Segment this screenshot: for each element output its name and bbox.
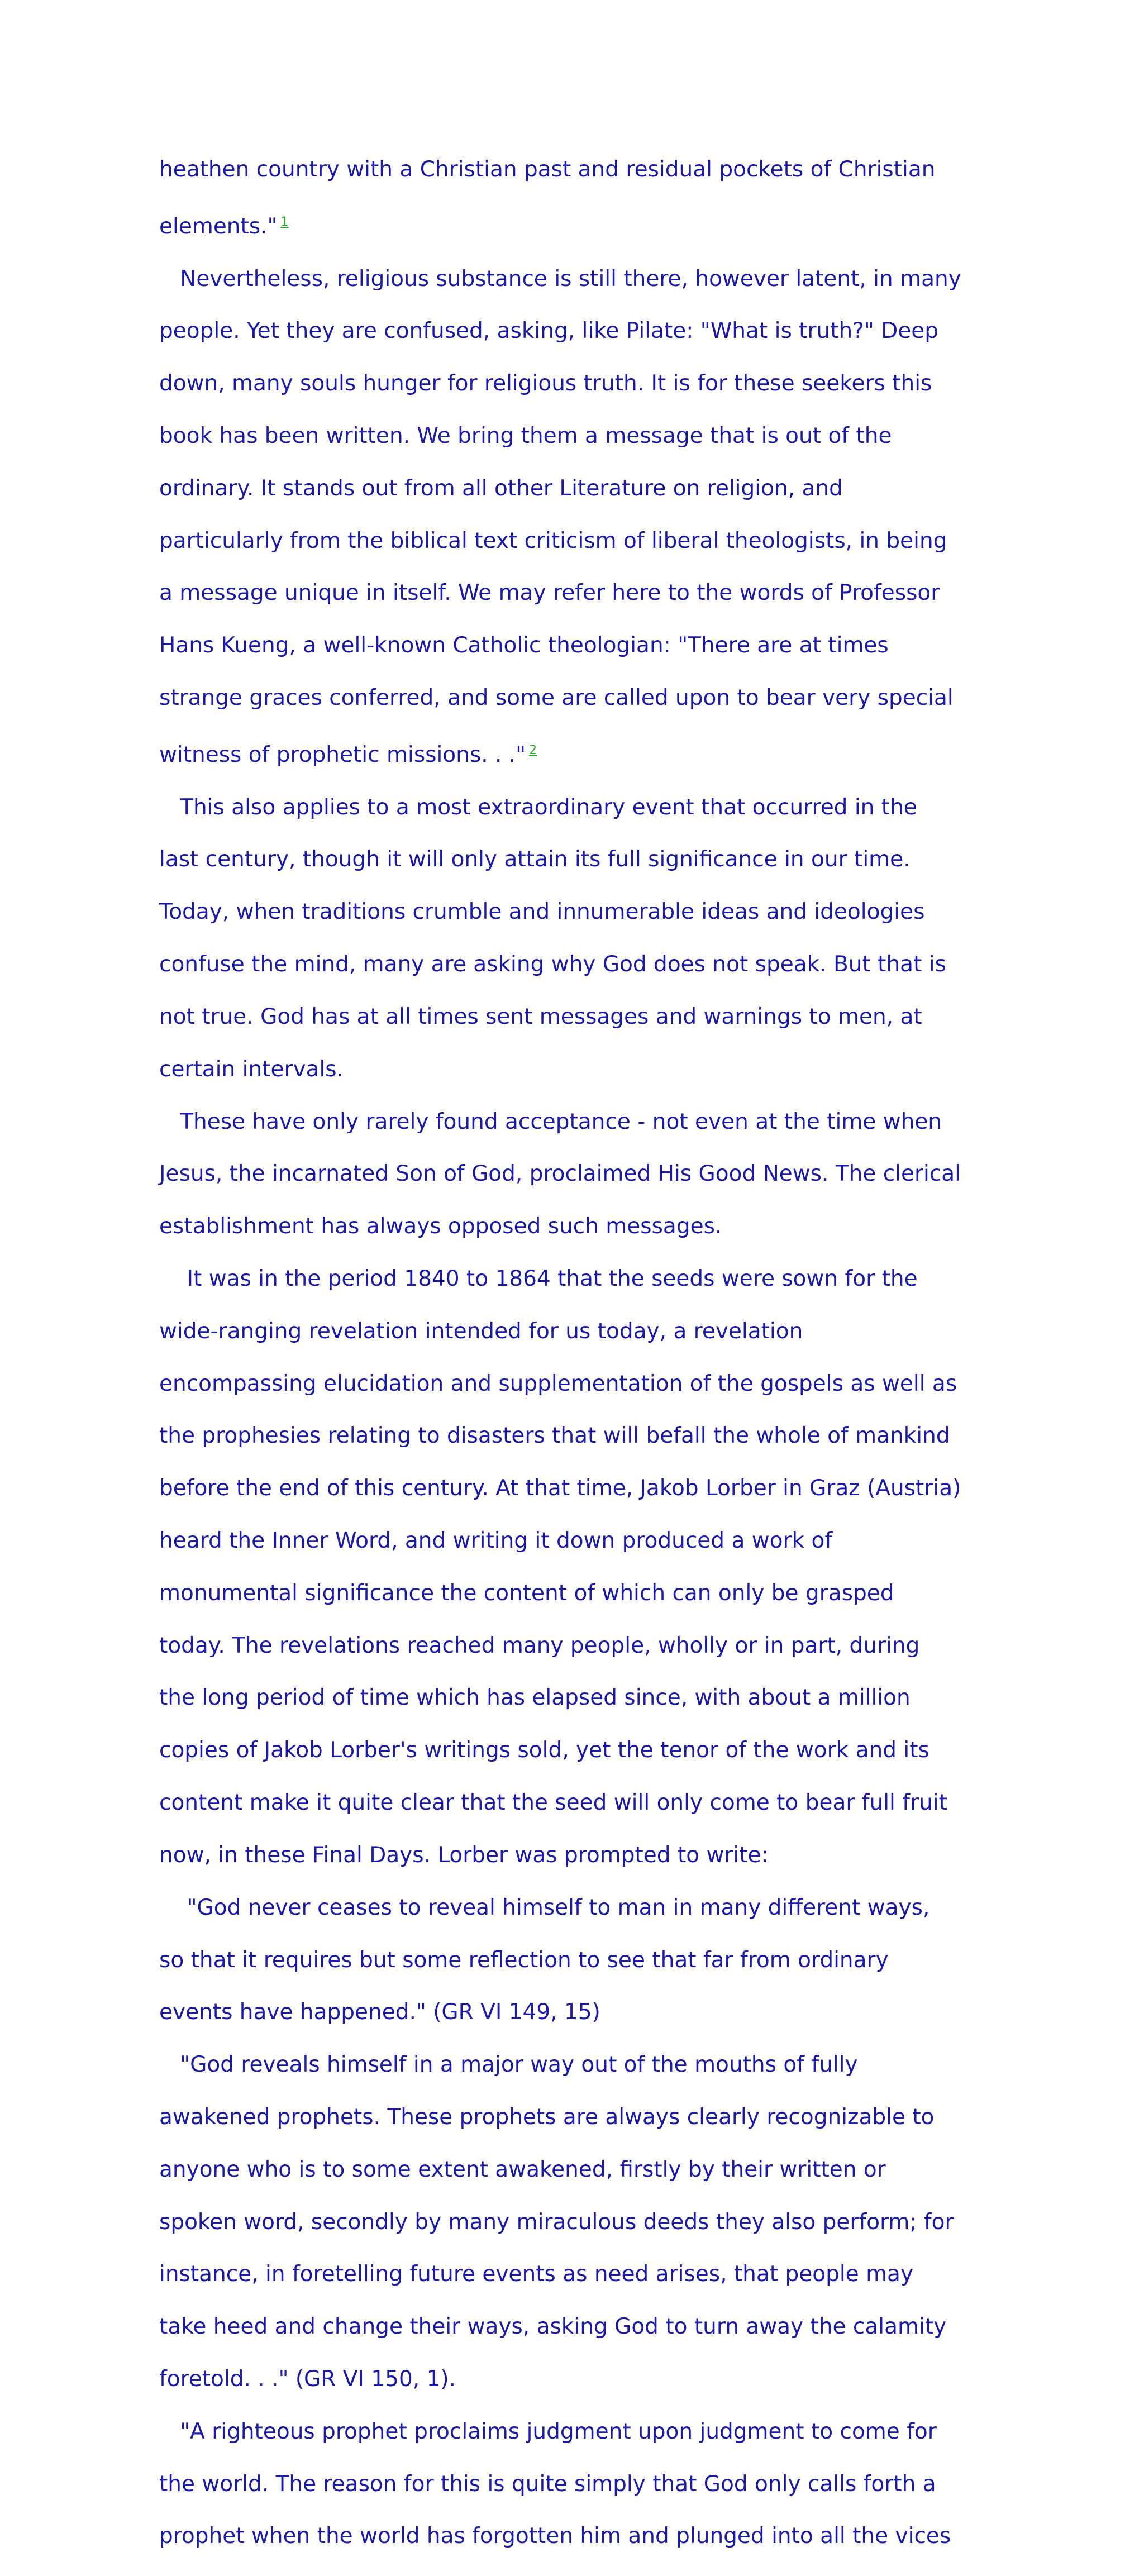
text-line: foretold. . ." (GR VI 150, 1).: [159, 2367, 456, 2392]
text-line: spoken word, secondly by many miraculous deeds they also perform; for: [159, 2209, 954, 2235]
text-line: establishment has always opposed such messages.: [159, 1214, 722, 1239]
text-line: heathen country with a Christian past and residual pockets of Christian: [159, 156, 936, 182]
text-line: Today, when traditions crumble and innumerable ideas and ideologies: [159, 899, 925, 925]
text-line: This also applies to a most extraordinary event that occurred in the: [159, 794, 917, 820]
text-line: down, many souls hunger for religious truth. It is for these seekers this: [159, 371, 932, 397]
text-line: certain intervals.: [159, 1056, 344, 1082]
text-line: the world. The reason for this is quite simply that God only calls forth a: [159, 2471, 936, 2497]
text-line: the prophesies relating to disasters that will befall the whole of mankind: [159, 1423, 950, 1449]
text-line: book has been written. We bring them a message that is out of the: [159, 423, 892, 449]
text-line: heard the Inner Word, and writing it down produced a work of: [159, 1528, 833, 1554]
text-line: a message unique in itself. We may refer here to the words of Professor: [159, 580, 940, 606]
text-line: "God never ceases to reveal himself to man in many different ways,: [159, 1895, 930, 1920]
text-line: ordinary. It stands out from all other Literature on religion, and: [159, 475, 843, 501]
text-line: copies of Jakob Lorber's writings sold, yet the tenor of the work and its: [159, 1738, 930, 1763]
text-line: Jesus, the incarnated Son of God, proclaimed His Good News. The clerical: [159, 1161, 961, 1187]
text-line: "A righteous prophet proclaims judgment upon judgment to come for: [159, 2418, 937, 2444]
text-line: today. The revelations reached many people, wholly or in part, during: [159, 1633, 920, 1658]
text-line: confuse the mind, many are asking why God does not speak. But that is: [159, 952, 946, 977]
text-line: events have happened." (GR VI 149, 15): [159, 2000, 600, 2025]
text-line: particularly from the biblical text criticism of liberal theologists, in being: [159, 528, 947, 554]
text-line: [159, 209, 997, 240]
text-line-content: witness of prophetic missions. . .": [159, 742, 526, 767]
text-line: anyone who is to some extent awakened, firstly by their written or: [159, 2157, 886, 2182]
text-line: so that it requires but some reflection to see that far from ordinary: [159, 1947, 889, 1973]
text-line: instance, in foretelling future events as need arises, that people may: [159, 2262, 914, 2287]
footnote-link-2[interactable]: 2: [529, 743, 537, 757]
text-line: not true. God has at all times sent messages and warnings to men, at: [159, 1004, 922, 1029]
text-line: last century, though it will only attain its full significance in our time.: [159, 847, 911, 872]
text-line: These have only rarely found acceptance - not even at the time when: [159, 1109, 942, 1134]
text-line: awakened prophets. These prophets are always clearly recognizable to: [159, 2104, 935, 2130]
text-line: "God reveals himself in a major way out of the mouths of fully: [159, 2052, 858, 2078]
body-text: [159, 131, 997, 2576]
text-line: monumental significance the content of which can only be grasped: [159, 1580, 894, 1606]
text-line: It was in the period 1840 to 1864 that the seeds were sown for the: [159, 1266, 918, 1291]
text-line: content make it quite clear that the seed will only come to bear full fruit: [159, 1790, 947, 1816]
text-line: take heed and change their ways, asking God to turn away the calamity: [159, 2314, 947, 2340]
text-line: strange graces conferred, and some are called upon to bear very special: [159, 685, 954, 711]
text-line: Nevertheless, religious substance is still there, however latent, in many: [159, 266, 961, 292]
text-line: Hans Kueng, a well-known Catholic theologian: "There are at times: [159, 633, 889, 659]
text-line: wide-ranging revelation intended for us today, a revelation: [159, 1318, 803, 1344]
text-line: prophet when the world has forgotten him and plunged into all the vices: [159, 2523, 951, 2549]
text-line: encompassing elucidation and supplementation of the gospels as well as: [159, 1371, 957, 1396]
text-line: [159, 738, 997, 769]
text-line: people. Yet they are confused, asking, like Pilate: "What is truth?" Deep: [159, 318, 939, 344]
text-line: before the end of this century. At that time, Jakob Lorber in Graz (Austria): [159, 1476, 961, 1501]
footnote-link-1[interactable]: 1: [280, 214, 289, 229]
text-line-content: elements.": [159, 213, 278, 239]
text-line: now, in these Final Days. Lorber was prompted to write:: [159, 1842, 769, 1868]
text-line: the long period of time which has elapsed since, with about a million: [159, 1685, 911, 1711]
